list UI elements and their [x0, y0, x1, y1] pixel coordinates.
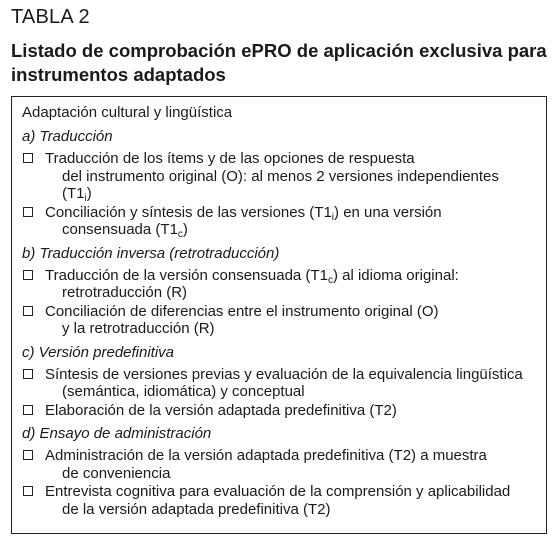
- checkbox-icon[interactable]: [23, 486, 33, 496]
- checklist-item: Traducción de la versión consensuada $(T1_c)$ al idioma original: retrotraducción (R): [22, 267, 540, 302]
- checklist-item: Conciliación de diferencias entre el instrumento original (O) y la retrotraducción (R): [22, 303, 540, 338]
- table-title: Listado de comprobación ePRO de aplicación exclusiva para instrumentos adaptados: [11, 40, 547, 85]
- section-c-heading: c) Versión predefinitiva: [22, 343, 175, 361]
- checklist-box: [11, 96, 547, 534]
- checklist-item: Traducción de los ítems y de las opciones de respuesta del instrumento original (O): al menos 2 versiones independientes $(T1_i)$: [22, 150, 540, 203]
- checklist-item: Elaboración de la versión adaptada predefinitiva (T2): [22, 402, 540, 420]
- checklist-item: Entrevista cognitiva para evaluación de la comprensión y aplicabilidad de la versión adaptada predefinitiva (T2): [22, 483, 540, 518]
- checkbox-icon[interactable]: [23, 306, 33, 316]
- checkbox-icon[interactable]: [23, 153, 33, 163]
- section-b-heading: b) Traducción inversa (retrotraducción): [22, 244, 280, 262]
- checklist-item: Administración de la versión adaptada predefinitiva (T2) a muestra de conveniencia: [22, 447, 540, 482]
- section-a-heading: a) Traducción: [22, 128, 113, 145]
- section-d-heading: d) Ensayo de administración: [22, 425, 212, 442]
- checkbox-icon[interactable]: [23, 405, 33, 415]
- checklist-item: Conciliación y síntesis de las versiones $(T1_i)$ en una versión consensuada $(T1_c)$: [22, 204, 540, 239]
- checkbox-icon[interactable]: [23, 270, 33, 280]
- checkbox-icon[interactable]: [23, 369, 33, 379]
- checklist-content: [22, 103, 540, 519]
- table-number-label: TABLA 2: [11, 6, 90, 28]
- checkbox-icon[interactable]: [23, 450, 33, 460]
- checkbox-icon[interactable]: [23, 207, 33, 217]
- checklist-heading: Adaptación cultural y lingüística: [22, 104, 233, 121]
- checklist-item: Síntesis de versiones previas y evaluación de la equivalencia lingüística (semántica, idiomática) y conceptual: [22, 366, 540, 401]
